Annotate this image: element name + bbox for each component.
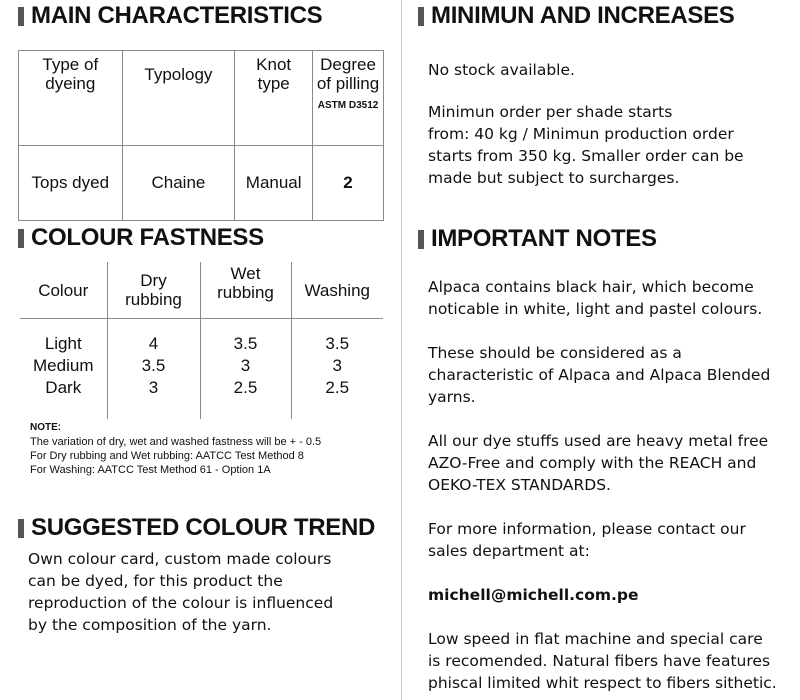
note-title: NOTE: — [30, 422, 62, 433]
notes-paragraph-4 — [428, 518, 746, 562]
header-dyeing-line1: Type of — [42, 55, 99, 74]
header-dyeing-line2: dyeing — [45, 74, 96, 93]
text-line: For more information, please contact our — [428, 520, 746, 538]
heading-bar-icon — [18, 519, 24, 538]
colour-fastness-heading — [18, 224, 264, 252]
dry-column — [107, 319, 200, 420]
header-pilling-line2: of pilling — [316, 74, 380, 93]
value-dyeing: Tops dyed — [19, 146, 123, 221]
heading-bar-icon — [18, 229, 24, 248]
header-knot — [235, 51, 313, 146]
text-line: sales department at: — [428, 542, 590, 560]
main-characteristics-table — [18, 50, 384, 221]
text-line: noticable in white, light and pastel colours. — [428, 300, 763, 318]
header-typology — [122, 51, 235, 146]
fastness-note — [30, 421, 321, 477]
suggested-trend-text — [28, 548, 333, 636]
minimum-order-text — [428, 101, 744, 189]
header-dry — [107, 262, 200, 319]
text-line: Alpaca contains black hair, which become — [428, 278, 754, 296]
value-pilling: 2 — [313, 146, 384, 221]
washing-light: 3.5 — [325, 334, 350, 353]
header-colour-label: Colour — [38, 280, 89, 300]
dry-medium: 3.5 — [141, 356, 166, 375]
washing-medium: 3 — [332, 356, 342, 375]
header-pilling — [313, 51, 384, 146]
colour-column — [20, 319, 107, 420]
heading-bar-icon — [18, 7, 24, 26]
minimum-heading — [418, 2, 735, 30]
colour-light: Light — [44, 334, 82, 353]
note-line: The variation of dry, wet and washed fastness will be + - 0.5 — [30, 436, 322, 448]
text-line: starts from 350 kg. Smaller order can be — [428, 147, 744, 165]
header-dry-line2: rubbing — [125, 290, 182, 309]
right-column — [400, 0, 800, 700]
header-pilling-line1: Degree — [320, 55, 376, 74]
header-wet-line1: Wet — [230, 264, 261, 283]
notes-paragraph-5 — [428, 628, 777, 694]
main-characteristics-heading — [18, 2, 322, 30]
dry-dark: 3 — [148, 378, 159, 397]
text-line: Minimun order per shade starts — [428, 103, 673, 121]
dry-light: 4 — [148, 334, 159, 353]
washing-dark: 2.5 — [325, 378, 350, 397]
wet-column — [200, 319, 291, 420]
text-line: made but subject to surcharges. — [428, 169, 680, 187]
heading-bar-icon — [418, 230, 424, 249]
text-line: yarns. — [428, 388, 476, 406]
main-characteristics-title: MAIN CHARACTERISTICS — [31, 2, 323, 29]
washing-column — [291, 319, 383, 420]
header-washing — [291, 262, 383, 319]
header-wet-line2: rubbing — [217, 283, 274, 302]
important-notes-title: IMPORTANT NOTES — [431, 225, 657, 252]
text-line: Low speed in flat machine and special care — [428, 630, 763, 648]
colour-dark: Dark — [45, 378, 82, 397]
note-line: For Washing: AATCC Test Method 61 - Option 1A — [30, 464, 271, 476]
text-line: All our dye stuffs used are heavy metal free — [428, 432, 769, 450]
suggested-trend-title: SUGGESTED COLOUR TREND — [31, 514, 376, 541]
minimum-title: MINIMUN AND INCREASES — [431, 2, 735, 29]
colour-fastness-table — [20, 262, 383, 419]
header-dyeing — [19, 51, 123, 146]
wet-dark: 2.5 — [233, 378, 258, 397]
notes-paragraph-3 — [428, 430, 768, 496]
important-notes-heading — [418, 225, 657, 253]
table-header-row — [19, 51, 384, 146]
colour-fastness-title: COLOUR FASTNESS — [31, 224, 264, 251]
header-washing-label: Washing — [304, 280, 370, 300]
wet-light: 3.5 — [233, 334, 258, 353]
text-line: by the composition of the yarn. — [28, 616, 272, 634]
notes-paragraph-1 — [428, 276, 762, 320]
text-line: AZO-Free and comply with the REACH and — [428, 454, 757, 472]
text-line: characteristic of Alpaca and Alpaca Blended — [428, 366, 771, 384]
table-header-row — [20, 262, 383, 319]
text-line: can be dyed, for this product the — [28, 572, 283, 590]
text-line: These should be considered as a — [428, 344, 682, 362]
header-colour — [20, 262, 107, 319]
wet-medium: 3 — [240, 356, 251, 375]
contact-email-link[interactable]: michell@michell.com.pe — [428, 586, 639, 604]
header-knot-line1: Knot — [256, 55, 292, 74]
text-line: OEKO-TEX STANDARDS. — [428, 476, 611, 494]
header-typology-label: Typology — [144, 65, 213, 84]
text-line: phiscal limited whit respect to fibers sithetic. — [428, 674, 777, 692]
value-typology: Chaine — [122, 146, 235, 221]
colour-medium: Medium — [33, 356, 94, 375]
value-knot: Manual — [235, 146, 313, 221]
suggested-trend-heading — [18, 514, 375, 542]
text-line: from: 40 kg / Minimun production order — [428, 125, 734, 143]
header-knot-line2: type — [257, 74, 290, 93]
table-row — [19, 146, 384, 221]
text-line: Own colour card, custom made colours — [28, 550, 332, 568]
heading-bar-icon — [418, 7, 424, 26]
text-line: reproduction of the colour is influenced — [28, 594, 334, 612]
table-row — [20, 319, 383, 420]
header-wet — [200, 262, 291, 319]
header-dry-line1: Dry — [140, 271, 167, 290]
stock-text: No stock available. — [428, 61, 575, 79]
text-line: is recomended. Natural fibers have features — [428, 652, 771, 670]
notes-paragraph-2 — [428, 342, 770, 408]
header-pilling-standard: ASTM D3512 — [317, 100, 379, 111]
note-line: For Dry rubbing and Wet rubbing: AATCC Test Method 8 — [30, 450, 304, 462]
